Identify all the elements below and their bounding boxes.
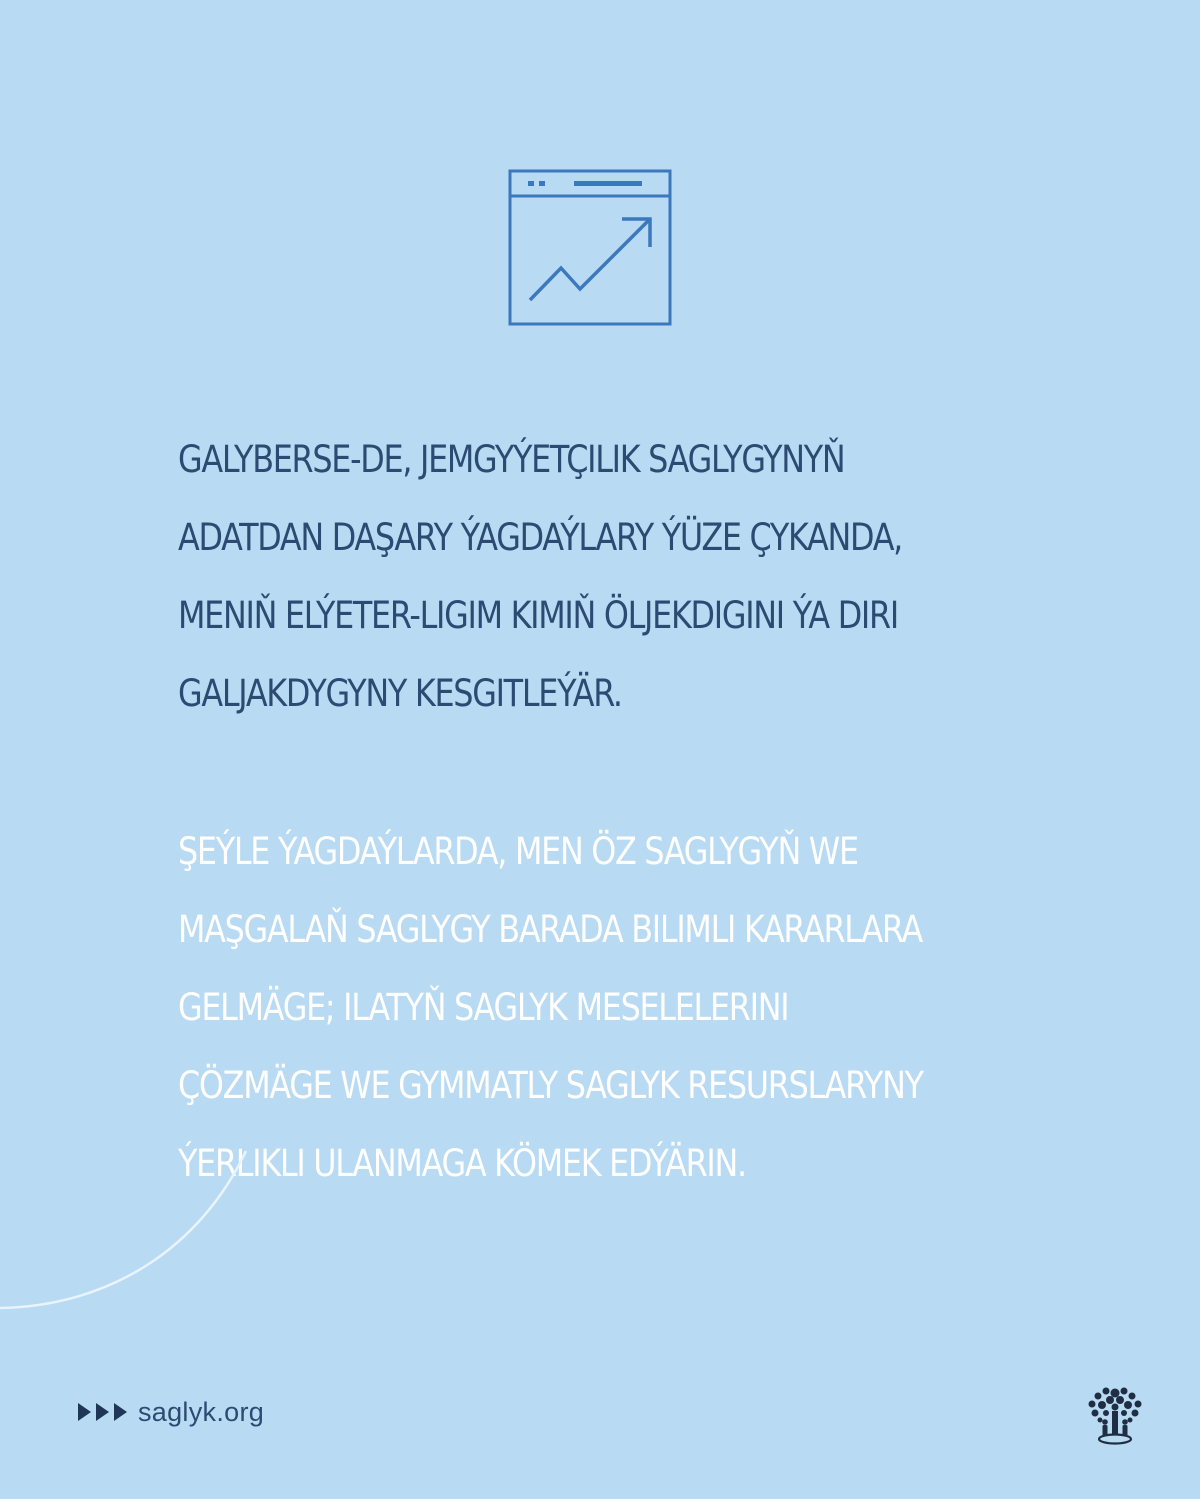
triple-arrow-icon [78, 1402, 128, 1422]
decorative-arc [0, 1148, 250, 1312]
footer-link[interactable] [78, 1393, 264, 1431]
highlight-paragraph: ŞEÝLE ÝAGDAÝLARDA, MEN ÖZ SAGLYGYŇ WE MAŞGALAŇ SAGLYGY BARADA BILIMLI KARARLARA GELMÄGE; ILATYŇ SAGLYK MESELELERINI ÇÖZMÄGE WE GYMMATLY SAGLYK RESURSLARYNY ÝERLIKLI ULANMAGA KÖMEK EDÝÄRIN. [178, 830, 923, 1185]
site-url[interactable]: saglyk.org [138, 1396, 265, 1427]
intro-paragraph: GALYBERSE-DE, JEMGYÝETÇILIK SAGLYGYNYŇ ADATDAN DAŞARY ÝAGDAÝLARY ÝÜZE ÇYKANDA, MENIŇ ELÝETER-LIGIM KIMIŇ ÖLJEKDIGINI ÝA DIRI GALJAKDYGYNY KESGITLEÝÄR. [178, 438, 902, 715]
tree-logo-icon [1083, 1383, 1147, 1447]
browser-chart-icon [508, 169, 672, 326]
